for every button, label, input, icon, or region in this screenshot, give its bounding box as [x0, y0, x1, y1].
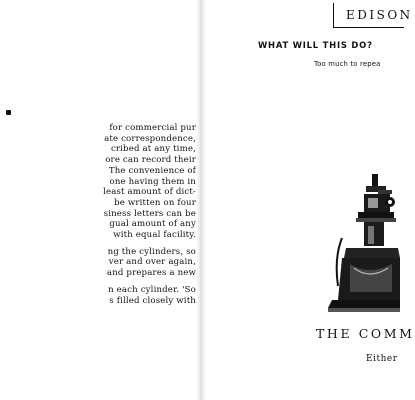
right-page	[206, 0, 415, 400]
text-line: one having them in	[109, 176, 196, 187]
text-line: ate correspondence,	[104, 133, 196, 144]
text-line: n each cylinder. 'So	[108, 284, 196, 295]
text-line: cribed at any time,	[110, 144, 196, 155]
section-mark	[6, 110, 11, 115]
text-line: siness letters can be	[103, 208, 196, 219]
text-line: gual amount of any	[109, 219, 196, 230]
text-line: ore can record their	[105, 155, 196, 166]
text-line: The convenience of	[108, 165, 196, 176]
subheading: Too much to repea	[314, 60, 381, 68]
text-line: least amount of dict-	[103, 187, 196, 198]
page-heading: WHAT WILL THIS DO?	[258, 40, 373, 50]
text-line: be written on four	[114, 197, 196, 208]
text-line: with equal facility.	[113, 230, 196, 241]
dictation-machine-illustration	[328, 168, 400, 316]
body-text	[0, 123, 196, 306]
text-line: ver and over again,	[108, 257, 196, 268]
caption-text: Either	[366, 354, 398, 364]
section-title: THE COMM	[316, 326, 415, 341]
text-line: and prepares a new	[106, 268, 196, 279]
text-line: for commercial pur	[109, 123, 196, 133]
text-line: ng the cylinders, so	[107, 246, 196, 257]
book-gutter	[196, 0, 206, 400]
running-header: EDISON	[346, 8, 413, 22]
left-page	[0, 0, 196, 400]
text-line: s filled closely with	[109, 295, 196, 306]
